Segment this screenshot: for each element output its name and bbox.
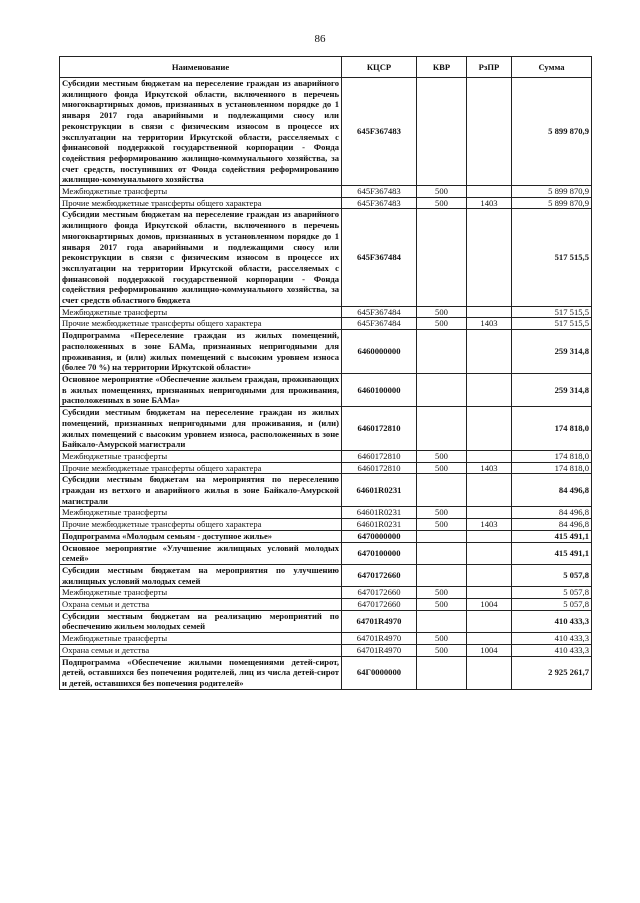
table-row [60,78,592,186]
name-cell: Межбюджетные трансферты [60,633,342,645]
rzpr-cell [467,542,512,564]
kcsr-cell: 64701R4970 [342,633,417,645]
kcsr-cell: 64601R0231 [342,519,417,531]
rzpr-cell [467,186,512,198]
table-row [60,542,592,564]
kcsr-cell: 6470000000 [342,530,417,542]
kvr-cell: 500 [417,599,467,611]
sum-cell: 5 057,8 [512,599,592,611]
kcsr-cell: 645F367483 [342,197,417,209]
table-row [60,407,592,451]
table-row [60,450,592,462]
sum-cell: 174 818,0 [512,450,592,462]
kcsr-cell: 6470172660 [342,599,417,611]
table-row [60,373,592,406]
sum-cell: 410 433,3 [512,644,592,656]
kcsr-cell: 6470100000 [342,542,417,564]
table-row [60,462,592,474]
name-cell: Субсидии местным бюджетам на переселение граждан из жилых помещений, признанных непригодными для проживания, и (или) жилых помещений с высоким уровнем износа, расположенных в зоне Байкало-Амурской магистрали [60,407,342,451]
kcsr-cell: 6460100000 [342,373,417,406]
kvr-cell: 500 [417,197,467,209]
kcsr-cell: 64Г0000000 [342,656,417,689]
sum-cell: 517 515,5 [512,318,592,330]
rzpr-cell [467,373,512,406]
kvr-cell [417,330,467,374]
table-row [60,633,592,645]
kcsr-cell: 645F367483 [342,186,417,198]
rzpr-cell: 1004 [467,644,512,656]
kvr-cell: 500 [417,306,467,318]
kvr-cell [417,564,467,586]
kvr-cell [417,610,467,632]
name-cell: Субсидии местным бюджетам на переселение граждан из аварийного жилищного фонда Иркутской области, включенного в перечень многоквартирных домов, признанных в установленном порядке до 1 января 2017 года аварийными и подлежащими сносу или реконструкции в связи с физическим износом в процессе их эксплуатации на территории Иркутской области, расселяемых с финансовой поддержкой государственной корпорации - Фонда содействия реформированию жилищно-коммунального хозяйства, за счет средств областного бюджета [60,209,342,306]
name-cell: Субсидии местным бюджетам на реализацию мероприятий по обеспечению жильем молодых семей [60,610,342,632]
header-name: Наименование [60,57,342,78]
table-row [60,186,592,198]
kcsr-cell: 645F367484 [342,209,417,306]
kcsr-cell: 64701R4970 [342,610,417,632]
kvr-cell: 500 [417,507,467,519]
kvr-cell [417,474,467,507]
kvr-cell [417,530,467,542]
sum-cell: 84 496,8 [512,519,592,531]
rzpr-cell [467,78,512,186]
table-row [60,507,592,519]
kcsr-cell: 64601R0231 [342,474,417,507]
header-kvr: КВР [417,57,467,78]
rzpr-cell [467,407,512,451]
rzpr-cell [467,209,512,306]
rzpr-cell [467,587,512,599]
rzpr-cell [467,656,512,689]
sum-cell: 5 057,8 [512,587,592,599]
kcsr-cell: 645F367484 [342,306,417,318]
name-cell: Межбюджетные трансферты [60,450,342,462]
name-cell: Подпрограмма «Обеспечение жилыми помещениями детей-сирот, детей, оставшихся без попечения родителей, лиц из числа детей-сирот и детей, оставшихся без попечения родителей» [60,656,342,689]
rzpr-cell [467,564,512,586]
rzpr-cell: 1403 [467,197,512,209]
table-row [60,306,592,318]
kvr-cell [417,373,467,406]
kcsr-cell: 64601R0231 [342,507,417,519]
kcsr-cell: 6460172810 [342,407,417,451]
name-cell: Субсидии местным бюджетам на переселение граждан из аварийного жилищного фонда Иркутской области, включенного в перечень многоквартирных домов, признанных в установленном порядке до 1 января 2017 года аварийными и подлежащими сносу или реконструкции в связи с физическим износом в процессе их эксплуатации на территории Иркутской области, расселяемых с финансовой поддержкой государственной корпорации - Фонда содействия реформированию жилищно-коммунального хозяйства, за счет средств, поступивших от Фонда содействия реформированию жилищно-коммунального хозяйства [60,78,342,186]
sum-cell: 415 491,1 [512,530,592,542]
kcsr-cell: 645F367484 [342,318,417,330]
name-cell: Прочие межбюджетные трансферты общего характера [60,462,342,474]
rzpr-cell [467,330,512,374]
sum-cell: 5 899 870,9 [512,78,592,186]
name-cell: Прочие межбюджетные трансферты общего характера [60,318,342,330]
rzpr-cell [467,633,512,645]
name-cell: Охрана семьи и детства [60,599,342,611]
table-row [60,519,592,531]
name-cell: Подпрограмма «Переселение граждан из жилых помещений, расположенных в зоне БАМа, признанных непригодными для проживания, и (или) жилых помещений с высоким уровнем износа (более 70 %) на территории Иркутской области» [60,330,342,374]
kvr-cell: 500 [417,644,467,656]
name-cell: Субсидии местным бюджетам на мероприятия по улучшению жилищных условий молодых семей [60,564,342,586]
kcsr-cell: 6460172810 [342,462,417,474]
kcsr-cell: 6460000000 [342,330,417,374]
rzpr-cell [467,306,512,318]
table-row [60,530,592,542]
sum-cell: 174 818,0 [512,407,592,451]
sum-cell: 5 899 870,9 [512,186,592,198]
sum-cell: 5 057,8 [512,564,592,586]
rzpr-cell [467,507,512,519]
kvr-cell [417,656,467,689]
kcsr-cell: 6470172660 [342,587,417,599]
table-row [60,587,592,599]
kvr-cell: 500 [417,587,467,599]
name-cell: Основное мероприятие «Обеспечение жильем граждан, проживающих в жилых помещениях, признанных непригодными для проживания, расположенных в зоне БАМа» [60,373,342,406]
sum-cell: 84 496,8 [512,474,592,507]
sum-cell: 410 433,3 [512,610,592,632]
kcsr-cell: 6460172810 [342,450,417,462]
name-cell: Прочие межбюджетные трансферты общего характера [60,197,342,209]
sum-cell: 84 496,8 [512,507,592,519]
sum-cell: 174 818,0 [512,462,592,474]
sum-cell: 517 515,5 [512,306,592,318]
kcsr-cell: 64701R4970 [342,644,417,656]
name-cell: Охрана семьи и детства [60,644,342,656]
kcsr-cell: 6470172660 [342,564,417,586]
sum-cell: 410 433,3 [512,633,592,645]
table-row [60,197,592,209]
table-row [60,656,592,689]
name-cell: Межбюджетные трансферты [60,587,342,599]
kvr-cell: 500 [417,519,467,531]
table-header-row [60,57,592,78]
sum-cell: 5 899 870,9 [512,197,592,209]
sum-cell: 2 925 261,7 [512,656,592,689]
header-rzpr: РзПР [467,57,512,78]
kvr-cell [417,209,467,306]
kvr-cell [417,407,467,451]
rzpr-cell: 1403 [467,519,512,531]
name-cell: Межбюджетные трансферты [60,186,342,198]
kvr-cell [417,542,467,564]
table-row [60,564,592,586]
table-row [60,610,592,632]
rzpr-cell: 1403 [467,318,512,330]
rzpr-cell [467,610,512,632]
name-cell: Межбюджетные трансферты [60,507,342,519]
table-body [60,78,592,690]
sum-cell: 517 515,5 [512,209,592,306]
table-row [60,599,592,611]
sum-cell: 415 491,1 [512,542,592,564]
kvr-cell [417,78,467,186]
header-sum: Сумма [512,57,592,78]
name-cell: Межбюджетные трансферты [60,306,342,318]
page-number: 86 [314,33,326,45]
kvr-cell: 500 [417,186,467,198]
rzpr-cell [467,450,512,462]
rzpr-cell: 1403 [467,462,512,474]
table-row [60,644,592,656]
table-row [60,474,592,507]
table-row [60,318,592,330]
header-kcsr: КЦСР [342,57,417,78]
sum-cell: 259 314,8 [512,330,592,374]
budget-table [59,56,592,690]
kvr-cell: 500 [417,450,467,462]
rzpr-cell: 1004 [467,599,512,611]
table-row [60,330,592,374]
name-cell: Подпрограмма «Молодым семьям - доступное жилье» [60,530,342,542]
rzpr-cell [467,474,512,507]
kvr-cell: 500 [417,462,467,474]
name-cell: Прочие межбюджетные трансферты общего характера [60,519,342,531]
name-cell: Субсидии местным бюджетам на мероприятия по переселению граждан из ветхого и аварийного жилья в зоне Байкало-Амурской магистрали [60,474,342,507]
sum-cell: 259 314,8 [512,373,592,406]
name-cell: Основное мероприятие «Улучшение жилищных условий молодых семей» [60,542,342,564]
rzpr-cell [467,530,512,542]
table-row [60,209,592,306]
kvr-cell: 500 [417,633,467,645]
kcsr-cell: 645F367483 [342,78,417,186]
kvr-cell: 500 [417,318,467,330]
